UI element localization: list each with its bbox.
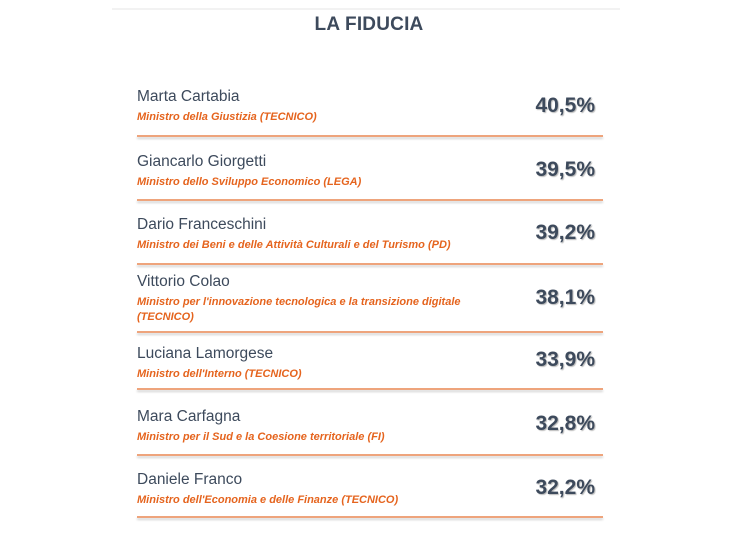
trust-value: 39,2% — [535, 221, 595, 244]
minister-name: Dario Franceschini — [137, 216, 267, 233]
minister-name: Mara Carfagna — [137, 408, 241, 425]
page-title: LA FIDUCIA — [314, 14, 424, 35]
minister-name: Luciana Lamorgese — [137, 345, 274, 362]
minister-role: Ministro dello Sviluppo Economico (LEGA) — [137, 176, 362, 188]
trust-value: 40,5% — [535, 94, 595, 117]
trust-value: 39,5% — [535, 158, 595, 181]
minister-name: Vittorio Colao — [137, 273, 230, 290]
row-divider — [137, 516, 603, 518]
trust-value: 32,2% — [535, 476, 595, 499]
minister-role: Ministro dei Beni e delle Attività Culturali e del Turismo (PD) — [137, 239, 451, 251]
minister-name: Daniele Franco — [137, 471, 243, 488]
row-divider — [137, 199, 603, 201]
minister-role: Ministro per il Sud e la Coesione territoriale (FI) — [137, 431, 385, 443]
minister-role: Ministro per l'innovazione tecnologica e la transizione digitale (TECNICO) — [137, 296, 461, 323]
minister-name: Giancarlo Giorgetti — [137, 153, 267, 170]
minister-role: Ministro dell'Economia e delle Finanze (TECNICO) — [137, 494, 399, 506]
row-divider — [137, 263, 603, 265]
row-divider — [137, 135, 603, 137]
trust-value: 32,8% — [535, 412, 595, 435]
trust-value: 38,1% — [535, 286, 595, 309]
trust-value: 33,9% — [535, 348, 595, 371]
row-divider — [137, 331, 603, 333]
row-divider — [137, 388, 603, 390]
row-divider — [137, 454, 603, 456]
minister-name: Marta Cartabia — [137, 88, 240, 105]
minister-role: Ministro dell'Interno (TECNICO) — [137, 368, 302, 380]
minister-role: Ministro della Giustizia (TECNICO) — [137, 111, 317, 123]
